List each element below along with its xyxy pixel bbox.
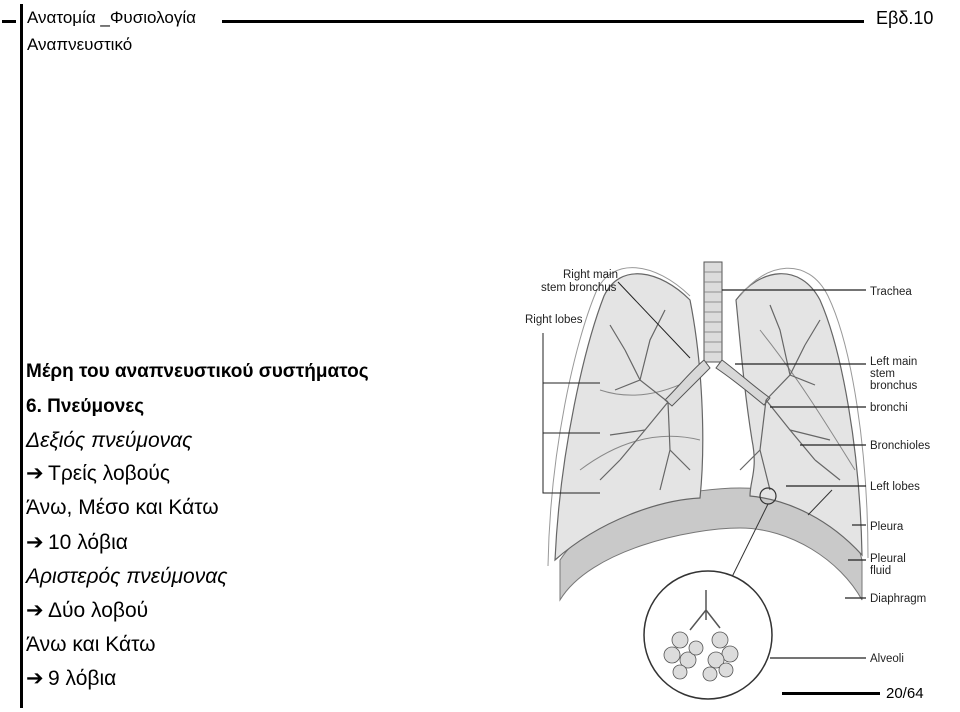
footer-rule <box>782 692 880 695</box>
page-number: 20/64 <box>886 685 924 702</box>
arrow-right-icon: ➔ <box>26 531 44 554</box>
label-pleura: Pleura <box>870 521 904 533</box>
right-lobes-text: Τρείς λοβούς <box>48 462 170 485</box>
label-left-main-2: stem <box>870 368 895 380</box>
arrow-right-icon: ➔ <box>26 462 44 485</box>
topic-title: Αναπνευστικό <box>27 35 133 54</box>
section-heading: Μέρη του αναπνευστικού συστήματος <box>26 361 369 382</box>
label-pleural-1: Pleural <box>870 553 906 565</box>
right-lung-title: Δεξιός πνεύμονας <box>26 429 193 452</box>
label-right-lobes: Right lobes <box>525 314 583 326</box>
label-bronchioles: Bronchioles <box>870 440 931 452</box>
left-lung-title: Αριστερός πνεύμονας <box>26 565 228 588</box>
label-alveoli: Alveoli <box>870 653 904 665</box>
right-lobules-text: 10 λόβια <box>48 531 128 554</box>
left-lobe-names: Άνω και Κάτω <box>26 633 156 656</box>
left-lobules-text: 9 λόβια <box>48 667 117 690</box>
section-subheading: 6. Πνεύμονες <box>26 396 145 417</box>
arrow-right-icon: ➔ <box>26 667 44 690</box>
label-right-main-2: stem bronchus <box>541 282 617 294</box>
course-title: Ανατομία _Φυσιολογία <box>27 8 196 27</box>
week-label: Εβδ.10 <box>876 8 934 28</box>
right-lobe-names: Άνω, Μέσο και Κάτω <box>26 496 219 519</box>
label-trachea: Trachea <box>870 286 912 298</box>
label-bronchi: bronchi <box>870 402 908 414</box>
label-left-main-3: bronchus <box>870 380 918 392</box>
label-right-main-1: Right main <box>563 269 618 281</box>
arrow-right-icon: ➔ <box>26 599 44 622</box>
left-lobes-text: Δύο λοβού <box>48 599 149 622</box>
label-diaphragm: Diaphragm <box>870 593 927 605</box>
label-left-main-1: Left main <box>870 356 918 368</box>
label-left-lobes: Left lobes <box>870 481 920 493</box>
label-pleural-2: fluid <box>870 565 892 577</box>
